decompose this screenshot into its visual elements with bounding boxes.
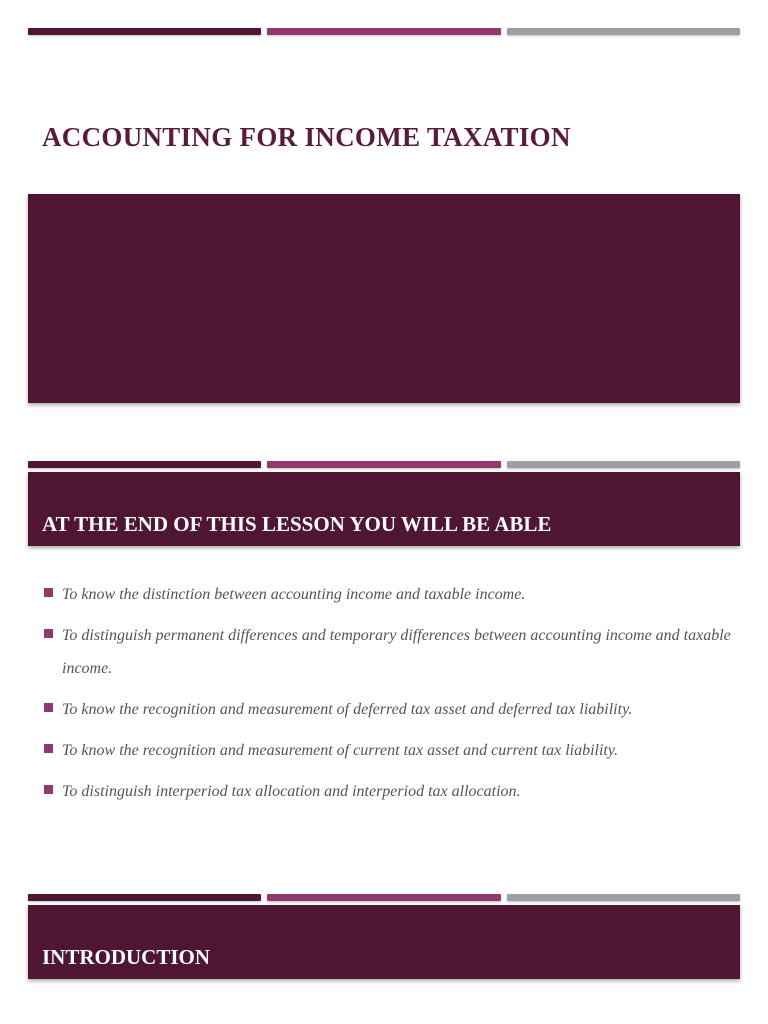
objective-text: To distinguish interperiod tax allocation and interperiod tax allocation. [62, 783, 521, 800]
square-bullet-icon [44, 703, 53, 712]
square-bullet-icon [44, 629, 53, 638]
objective-text: To know the distinction between accounting income and taxable income. [62, 586, 526, 603]
objective-text: To know the recognition and measurement of deferred tax asset and deferred tax liability. [62, 701, 633, 718]
stripe-magenta [267, 461, 500, 468]
objective-text: To know the recognition and measurement of current tax asset and current tax liability. [62, 742, 619, 759]
stripe-gray [507, 894, 740, 901]
title-banner [28, 194, 740, 403]
stripe-gray [507, 461, 740, 468]
stripe-magenta [267, 28, 500, 35]
square-bullet-icon [44, 744, 53, 753]
stripe-plum [28, 894, 261, 901]
objectives-list [44, 578, 734, 816]
list-item [44, 578, 734, 611]
objective-text: To distinguish permanent differences and temporary differences between accounting income and taxable income. [62, 627, 731, 677]
section-heading: AT THE END OF THIS LESSON YOU WILL BE ABLE [42, 512, 552, 536]
decorative-stripe-bar [28, 28, 740, 35]
section-heading: INTRODUCTION [42, 945, 211, 969]
decorative-stripe-bar [28, 894, 740, 901]
list-item [44, 775, 734, 808]
stripe-plum [28, 28, 261, 35]
list-item [44, 693, 734, 726]
slide-title: ACCOUNTING FOR INCOME TAXATION [42, 122, 571, 152]
stripe-magenta [267, 894, 500, 901]
stripe-plum [28, 461, 261, 468]
stripe-gray [507, 28, 740, 35]
list-item [44, 734, 734, 767]
square-bullet-icon [44, 785, 53, 794]
list-item [44, 619, 734, 685]
decorative-stripe-bar [28, 461, 740, 468]
heading-banner [28, 905, 740, 979]
square-bullet-icon [44, 588, 53, 597]
heading-banner [28, 472, 740, 546]
